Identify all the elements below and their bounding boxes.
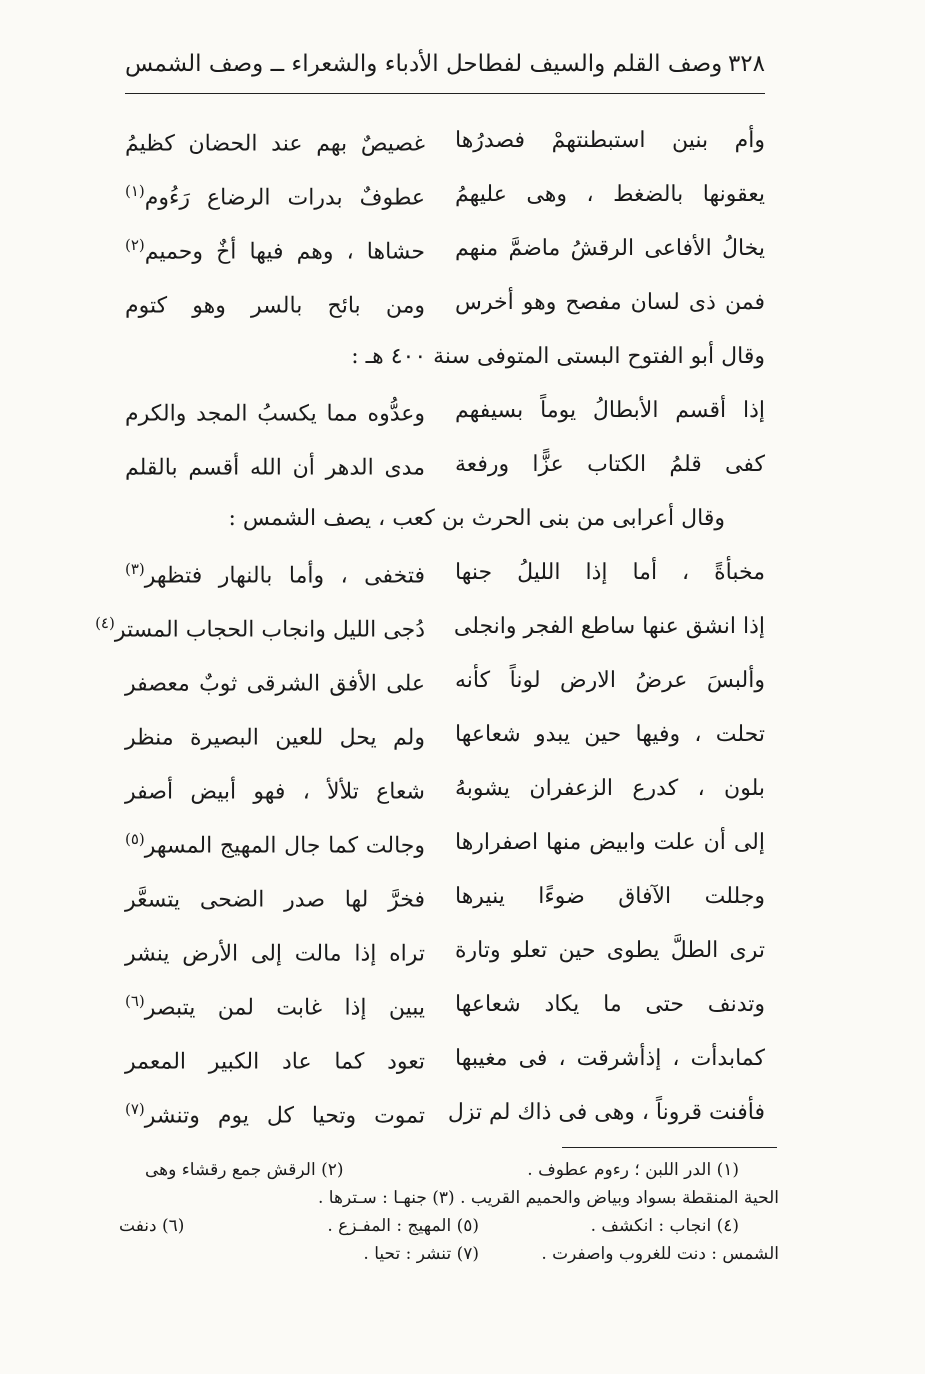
verse-line bbox=[125, 174, 765, 228]
verse-line bbox=[125, 282, 765, 336]
verse-line bbox=[125, 930, 765, 984]
verse-first-hemistich: تحلت ، وفيها حين يبدو شعاعها bbox=[455, 722, 765, 747]
verse-first-hemistich: كمابدأت ، إذأشرقت ، فى مغيبها bbox=[455, 1046, 765, 1071]
footnote-divider bbox=[562, 1147, 777, 1148]
verse-first-hemistich: وتدنف حتى ما يكاد شعاعها bbox=[455, 992, 765, 1017]
footnote-marker: (٧) bbox=[125, 1100, 145, 1118]
page-number: ٣٢٨ bbox=[727, 51, 765, 77]
poem-intro bbox=[125, 336, 765, 390]
verse-second-hemistich: فتخفى ، وأما بالنهار فتظهر$^{(٣)}$ bbox=[125, 560, 425, 589]
poem-intro bbox=[125, 498, 765, 552]
footnote-text: (٤) انجاب : انكشف . bbox=[590, 1216, 739, 1236]
verse-line bbox=[125, 552, 765, 606]
verse-first-hemistich: يعقونها بالضغط ، وهى عليهمُ bbox=[455, 182, 765, 207]
intro-text: وقال أعرابى من بنى الحرث بن كعب ، يصف الشمس : bbox=[228, 506, 725, 531]
verse-second-hemistich: وجالت كما جال المهيج المسهر$^{(٥)}$ bbox=[125, 830, 425, 859]
verse-second-hemistich: شعاع تلألأ ، فهو أبيض أصفر bbox=[125, 779, 425, 805]
verse-first-hemistich: وأم بنين استبطنتهمْ فصدرُها bbox=[455, 128, 765, 153]
verse-first-hemistich: إذا انشق عنها ساطع الفجر وانجلى bbox=[453, 614, 765, 639]
footnote-marker: (٥) bbox=[125, 830, 145, 848]
verse-second-hemistich: ولم يحل للعين البصيرة منظر bbox=[125, 725, 425, 751]
footnote-line bbox=[119, 1158, 779, 1186]
footnote-marker: (٢) bbox=[125, 236, 145, 254]
verse-second-hemistich: على الأفق الشرقى ثوبٌ معصفر bbox=[125, 671, 425, 697]
verse-line bbox=[125, 822, 765, 876]
verse-second-hemistich: عطوفٌ بدرات الرضاع رَءُوم$^{(١)}$ bbox=[125, 182, 425, 211]
verse-second-hemistich: تموت وتحيا كل يوم وتنشر$^{(٧)}$ bbox=[125, 1100, 425, 1129]
verse-second-hemistich: مدى الدهر أن الله أقسم بالقلم bbox=[125, 455, 425, 481]
footnote-text: (٥) المهيج : المفـزع . bbox=[327, 1216, 479, 1236]
footnote-text: (٧) تنشر : تحيا . bbox=[363, 1244, 479, 1264]
verse-first-hemistich: وألبسَ عرضُ الارض لوناً كأنه bbox=[455, 668, 765, 693]
verse-line bbox=[125, 1038, 765, 1092]
verse-line bbox=[125, 714, 765, 768]
footnote-text: (٦) دنفت bbox=[119, 1216, 185, 1236]
verse-first-hemistich: ترى الطلَّ يطوى حين تعلو وتارة bbox=[455, 938, 765, 963]
verse-first-hemistich: مخبأةً ، أما إذا الليلُ جنها bbox=[455, 560, 765, 585]
intro-text: وقال أبو الفتوح البستى المتوفى سنة ٤٠٠ هـ : bbox=[351, 344, 765, 369]
footnote-marker: (١) bbox=[125, 182, 145, 200]
footnote-text: (٢) الرقش جمع رقشاء وهى bbox=[145, 1160, 344, 1180]
verse-line bbox=[125, 1092, 765, 1146]
verse-line bbox=[125, 120, 765, 174]
verse-first-hemistich: وجللت الآفاق ضوءًا ينيرها bbox=[455, 884, 765, 909]
verse-second-hemistich: تراه إذا مالت إلى الأرض ينشر bbox=[125, 941, 425, 967]
verse-first-hemistich: بلون ، كدرع الزعفران يشوبهُ bbox=[455, 776, 765, 801]
footnote-line bbox=[119, 1186, 779, 1214]
verse-first-hemistich: كفى قلمُ الكتاب عزًّا ورفعة bbox=[455, 452, 765, 477]
verse-second-hemistich: غصيصٌ بهم عند الحضان كظيمُ bbox=[125, 131, 425, 157]
footnote-text: (١) الدر اللبن ؛ رءوم عطوف . bbox=[527, 1160, 739, 1180]
footnotes bbox=[119, 1158, 779, 1270]
verse-second-hemistich: دُجى الليل وانجاب الحجاب المستر$^{(٤)}$ bbox=[95, 614, 425, 643]
footnote-marker: (٤) bbox=[95, 614, 115, 632]
verse-second-hemistich: فخرَّ لها صدر الضحى يتسعَّر bbox=[125, 887, 425, 913]
footnote-text: الحية المنقطة بسواد وبياض والحميم القريب . (٣) جنهـا : سـترها . bbox=[318, 1188, 779, 1208]
verse-line bbox=[125, 228, 765, 282]
footnote-marker: (٦) bbox=[125, 992, 145, 1010]
verse-first-hemistich: يخالُ الأفاعى الرقشُ ماضمَّ منهم bbox=[455, 236, 765, 261]
verse-line bbox=[95, 606, 765, 660]
verse-second-hemistich: يبين إذا غابت لمن يتبصر$^{(٦)}$ bbox=[125, 992, 425, 1021]
footnote-text: الشمس : دنت للغروب واصفرت . bbox=[541, 1244, 779, 1264]
poem-body bbox=[95, 120, 765, 1146]
footnote-marker: (٣) bbox=[125, 560, 145, 578]
verse-first-hemistich: إذا أقسم الأبطالُ يوماً بسيفهم bbox=[455, 398, 765, 423]
verse-second-hemistich: وعدُّوه مما يكسبُ المجد والكرم bbox=[125, 401, 425, 427]
verse-first-hemistich: فأفنت قروناً ، وهى فى ذاك لم تزل bbox=[447, 1100, 765, 1125]
verse-second-hemistich: ومن بائح بالسر وهو كتوم bbox=[125, 293, 425, 319]
running-title: وصف القلم والسيف لفطاحل الأدباء والشعراء ــ وصف الشمس bbox=[125, 51, 723, 77]
page-header bbox=[125, 44, 765, 84]
verse-line bbox=[125, 390, 765, 444]
verse-second-hemistich: تعود كما عاد الكبير المعمر bbox=[125, 1049, 425, 1075]
footnote-line bbox=[119, 1242, 779, 1270]
footnote-line bbox=[119, 1214, 779, 1242]
verse-second-hemistich: حشاها ، وهم فيها أخٌ وحميم$^{(٢)}$ bbox=[125, 236, 425, 265]
verse-line bbox=[125, 660, 765, 714]
verse-line bbox=[125, 444, 765, 498]
verse-line bbox=[125, 984, 765, 1038]
verse-line bbox=[125, 768, 765, 822]
header-divider bbox=[125, 93, 765, 94]
verse-first-hemistich: إلى أن علت وابيض منها اصفرارها bbox=[455, 830, 765, 855]
verse-line bbox=[125, 876, 765, 930]
verse-first-hemistich: فمن ذى لسان مفصح وهو أخرس bbox=[455, 290, 765, 315]
